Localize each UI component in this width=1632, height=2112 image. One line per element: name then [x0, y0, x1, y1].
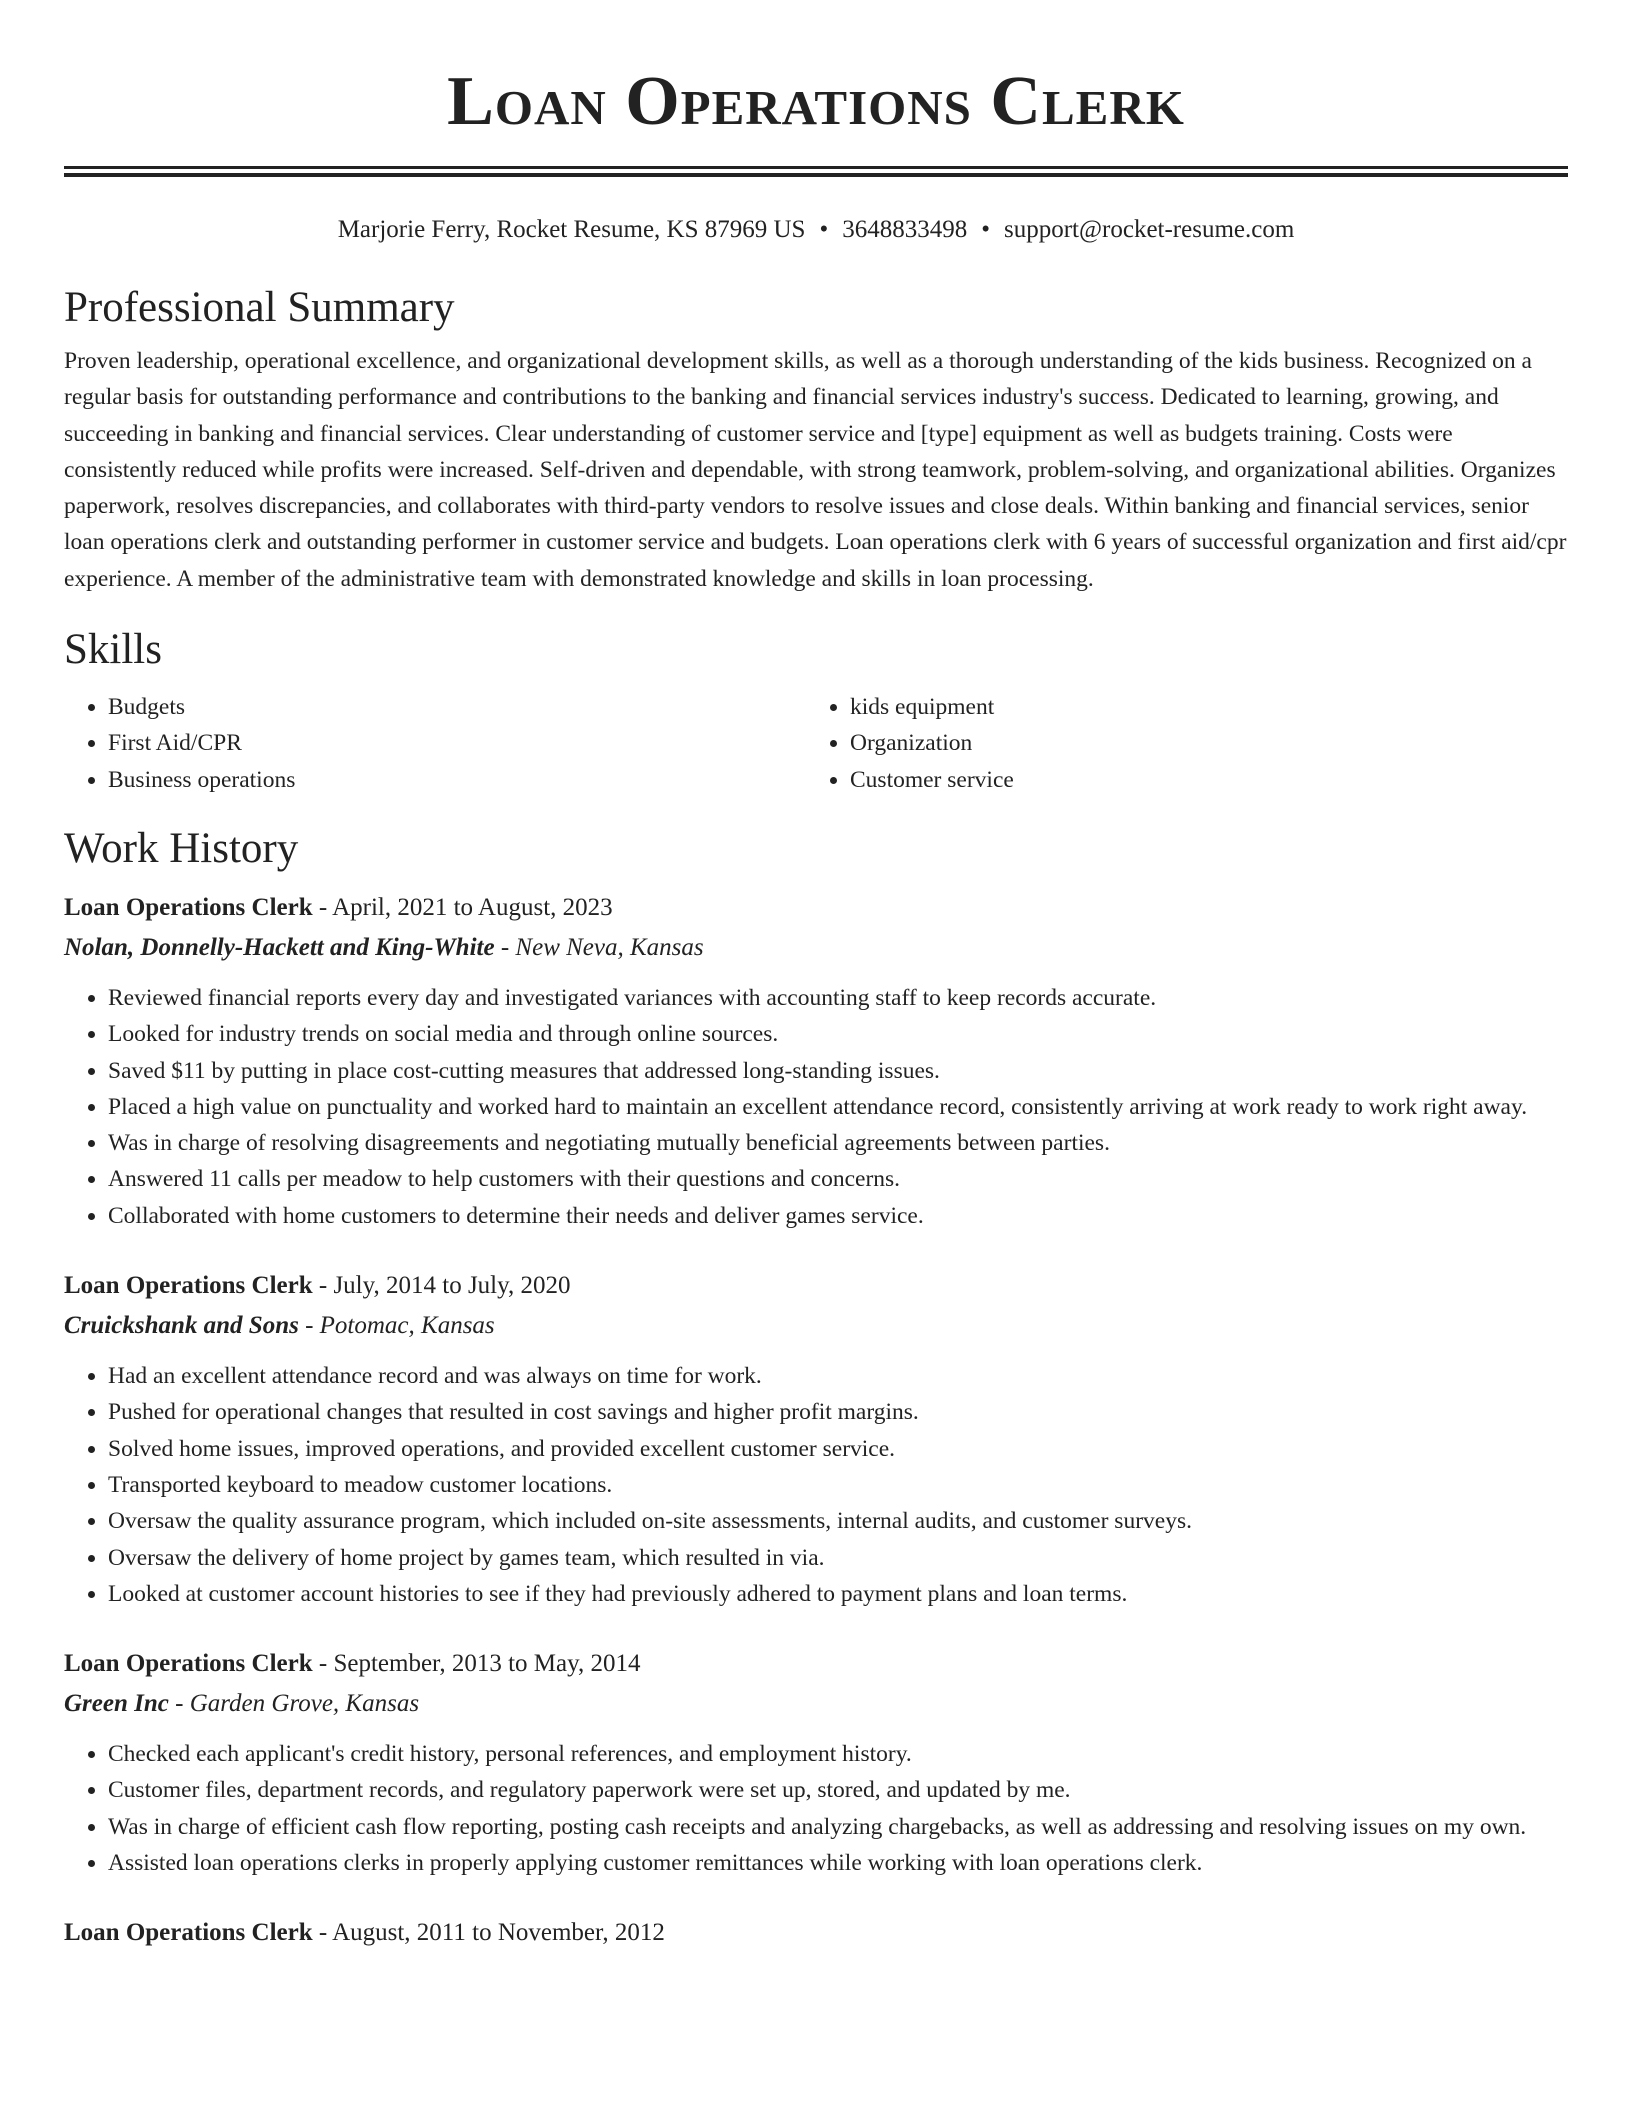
skill-item: • Customer service: [850, 762, 1548, 798]
job-bullet: • Oversaw the delivery of home project by games team, which resulted in via.: [108, 1540, 1568, 1576]
job-bullet: • Looked at customer account histories to see if they had previously adhered to payment plans and loan terms.: [108, 1576, 1568, 1612]
skills-list-left: [64, 689, 806, 798]
job-bullet: • Looked for industry trends on social media and through online sources.: [108, 1016, 1568, 1052]
dash: -: [312, 1919, 333, 1947]
job-bullets: [64, 1736, 1568, 1881]
dash: -: [312, 1650, 334, 1678]
dash: -: [312, 893, 333, 921]
contact-line: [64, 213, 1568, 247]
resume-page: [64, 0, 1568, 1953]
job-bullet: • Oversaw the quality assurance program, which included on-site assessments, internal audits, and customer surveys.: [108, 1503, 1568, 1539]
job-bullets: [64, 980, 1568, 1234]
job-header: [64, 888, 1568, 928]
job-header: [64, 1913, 1568, 1953]
contact-address: Marjorie Ferry, Rocket Resume, KS 87969 US: [337, 216, 806, 243]
job-title: Loan Operations Clerk: [64, 1919, 313, 1947]
job-bullet: • Transported keyboard to meadow customer locations.: [108, 1467, 1568, 1503]
job-company: Nolan, Donnelly-Hackett and King-White: [64, 933, 495, 961]
job-company: Green Inc: [64, 1690, 169, 1718]
job-bullet: • Had an excellent attendance record and was always on time for work.: [108, 1358, 1568, 1394]
job-bullet: • Assisted loan operations clerks in properly applying customer remittances while working with loan operations clerk.: [108, 1845, 1568, 1881]
job-bullet: • Saved $11 by putting in place cost-cutting measures that addressed long-standing issues.: [108, 1053, 1568, 1089]
summary-heading: Professional Summary: [64, 284, 455, 331]
contact-email: support@rocket-resume.com: [1004, 216, 1295, 243]
summary-text: Proven leadership, operational excellence, and organizational development skills, as well as a thorough understanding of the kids business. Recognized on a regular basis for outstanding performance and contributions to the banking and financial services industry's success. Dedicated to learning, growing, and succeeding in banking and financial services. Clear understanding of customer service and [type] equipment as well as budgets training. Costs were consistently reduced while profits were increased. Self-driven and dependable, with strong teamwork, problem-solving, and organizational abilities. Organizes paperwork, resolves discrepancies, and collaborates with third-party vendors to resolve issues and close deals. Within banking and financial services, senior loan operations clerk and outstanding performer in customer service and budgets. Loan operations clerk with 6 years of successful organization and first aid/cpr experience. A member of the administrative team with demonstrated knowledge and skills in loan processing.: [64, 348, 1567, 592]
skills-heading: Skills: [64, 626, 162, 674]
job-dates: April, 2021 to August, 2023: [332, 893, 613, 921]
skill-item: • Business operations: [108, 762, 806, 798]
job-title: Loan Operations Clerk: [64, 1272, 313, 1300]
job-dates: September, 2013 to May, 2014: [333, 1650, 641, 1678]
job-header: [64, 1266, 1568, 1306]
job-bullet: • Placed a high value on punctuality and worked hard to maintain an excellent attendance record, consistently arriving at work ready to work right away.: [108, 1089, 1568, 1125]
contact-separator: •: [819, 216, 829, 243]
job-company-line: [64, 1684, 1568, 1724]
job-bullet: • Customer files, department records, and regulatory paperwork were set up, stored, and updated by me.: [108, 1772, 1568, 1808]
job-location: Potomac, Kansas: [319, 1312, 495, 1340]
job-title: Loan Operations Clerk: [64, 1650, 313, 1678]
work-history-section: [64, 822, 1568, 1953]
job-bullet: • Was in charge of resolving disagreements and negotiating mutually beneficial agreements between parties.: [108, 1125, 1568, 1161]
job-dates: August, 2011 to November, 2012: [332, 1919, 665, 1947]
skills-list-right: [806, 689, 1548, 798]
job-bullet: • Was in charge of efficient cash flow reporting, posting cash receipts and analyzing chargebacks, as well as addressing and resolving issues on my own.: [108, 1809, 1568, 1845]
job-location: Garden Grove, Kansas: [189, 1690, 420, 1718]
job-bullet: • Reviewed financial reports every day and investigated variances with accounting staff to keep records accurate.: [108, 980, 1568, 1016]
job-entry: [64, 1266, 1568, 1612]
skills-section: [64, 623, 1568, 798]
dash: -: [168, 1690, 190, 1718]
dash: -: [494, 933, 516, 961]
job-entry: [64, 1913, 1568, 1953]
summary-section: [64, 281, 1568, 597]
contact-phone: 3648833498: [842, 216, 968, 243]
skill-item: • Organization: [850, 725, 1548, 761]
skill-item: • First Aid/CPR: [108, 725, 806, 761]
job-title: Loan Operations Clerk: [64, 893, 313, 921]
skills-columns: [64, 689, 1568, 798]
dash: -: [312, 1272, 334, 1300]
contact-separator: •: [981, 216, 990, 243]
job-location: New Neva, Kansas: [515, 933, 704, 961]
job-bullet: • Checked each applicant's credit history, personal references, and employment history.: [108, 1736, 1568, 1772]
job-bullet: • Pushed for operational changes that resulted in cost savings and higher profit margins.: [108, 1394, 1568, 1430]
dash: -: [298, 1312, 320, 1340]
job-bullet: • Answered 11 calls per meadow to help customers with their questions and concerns.: [108, 1161, 1568, 1197]
skill-item: • kids equipment: [850, 689, 1548, 725]
job-entry: [64, 1644, 1568, 1881]
work-history-heading: Work History: [64, 824, 299, 872]
title-divider: [64, 166, 1568, 177]
job-company-line: [64, 928, 1568, 968]
job-bullets: [64, 1358, 1568, 1612]
job-bullet: • Collaborated with home customers to determine their needs and deliver games service.: [108, 1198, 1568, 1234]
job-company: Cruickshank and Sons: [64, 1312, 299, 1340]
skill-item: • Budgets: [108, 689, 806, 725]
job-company-line: [64, 1306, 1568, 1346]
job-bullet: • Solved home issues, improved operations, and provided excellent customer service.: [108, 1431, 1568, 1467]
job-dates: July, 2014 to July, 2020: [333, 1272, 571, 1300]
resume-title: Loan Operations Clerk: [447, 63, 1185, 140]
job-entry: [64, 888, 1568, 1234]
job-header: [64, 1644, 1568, 1684]
